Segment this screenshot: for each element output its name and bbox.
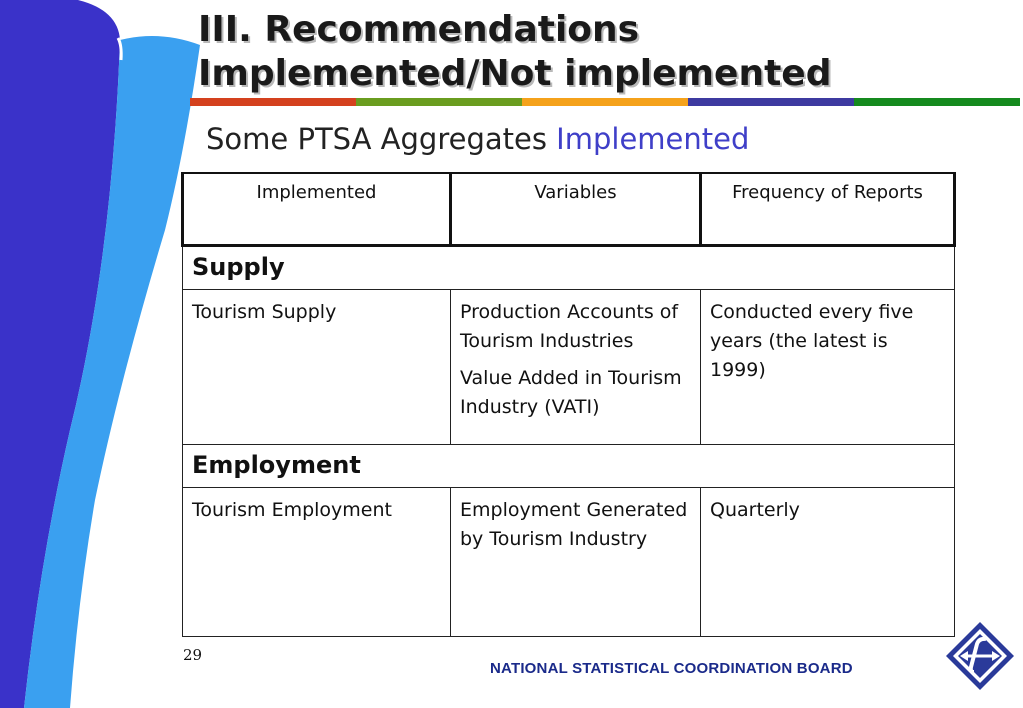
title-line-2: Implemented/Not implemented [198,53,832,94]
ptsa-aggregates-table [181,172,956,637]
table-header-row [183,173,955,246]
bar-segment-yellow [522,98,688,106]
bar-segment-dark-green [854,98,1020,106]
cell-text: Tourism Employment [192,499,392,521]
cell-text: Quarterly [710,499,800,521]
variable-item: Value Added in Tourism Industry (VATI) [460,367,682,418]
cell-frequency [701,488,955,637]
cell-text: Conducted every five years (the latest is 1999) [710,301,914,381]
page-number: 29 [183,646,203,664]
cell-frequency [701,290,955,445]
cell-text: Tourism Supply [192,301,337,323]
bar-segment-green [356,98,522,106]
bar-segment-orange [190,98,356,106]
subtitle-accent: Implemented [556,122,750,156]
title-color-bar [190,98,1020,106]
section-row-employment [183,445,955,488]
header-variables: Variables [451,173,701,246]
cell-implemented [183,488,451,637]
subtitle-prefix: Some PTSA Aggregates [206,122,557,156]
table-row [183,290,955,445]
section-label-supply: Supply [183,246,955,290]
bar-segment-navy [688,98,854,106]
cell-variables [451,488,701,637]
organization-name: NATIONAL STATISTICAL COORDINATION BOARD [490,660,853,677]
cell-variables [451,290,701,445]
section-label-employment: Employment [183,445,955,488]
table-row [183,488,955,637]
cell-implemented [183,290,451,445]
title-line-1: III. Recommendations [198,9,640,50]
nscb-diamond-logo-icon [944,620,1016,692]
header-implemented: Implemented [183,173,451,246]
variable-item: Employment Generated by Tourism Industry [460,499,688,550]
section-row-supply [183,246,955,290]
slide-title [198,8,998,96]
header-frequency: Frequency of Reports [701,173,955,246]
slide-subtitle [206,120,749,158]
variable-item: Production Accounts of Tourism Industries [460,301,679,352]
